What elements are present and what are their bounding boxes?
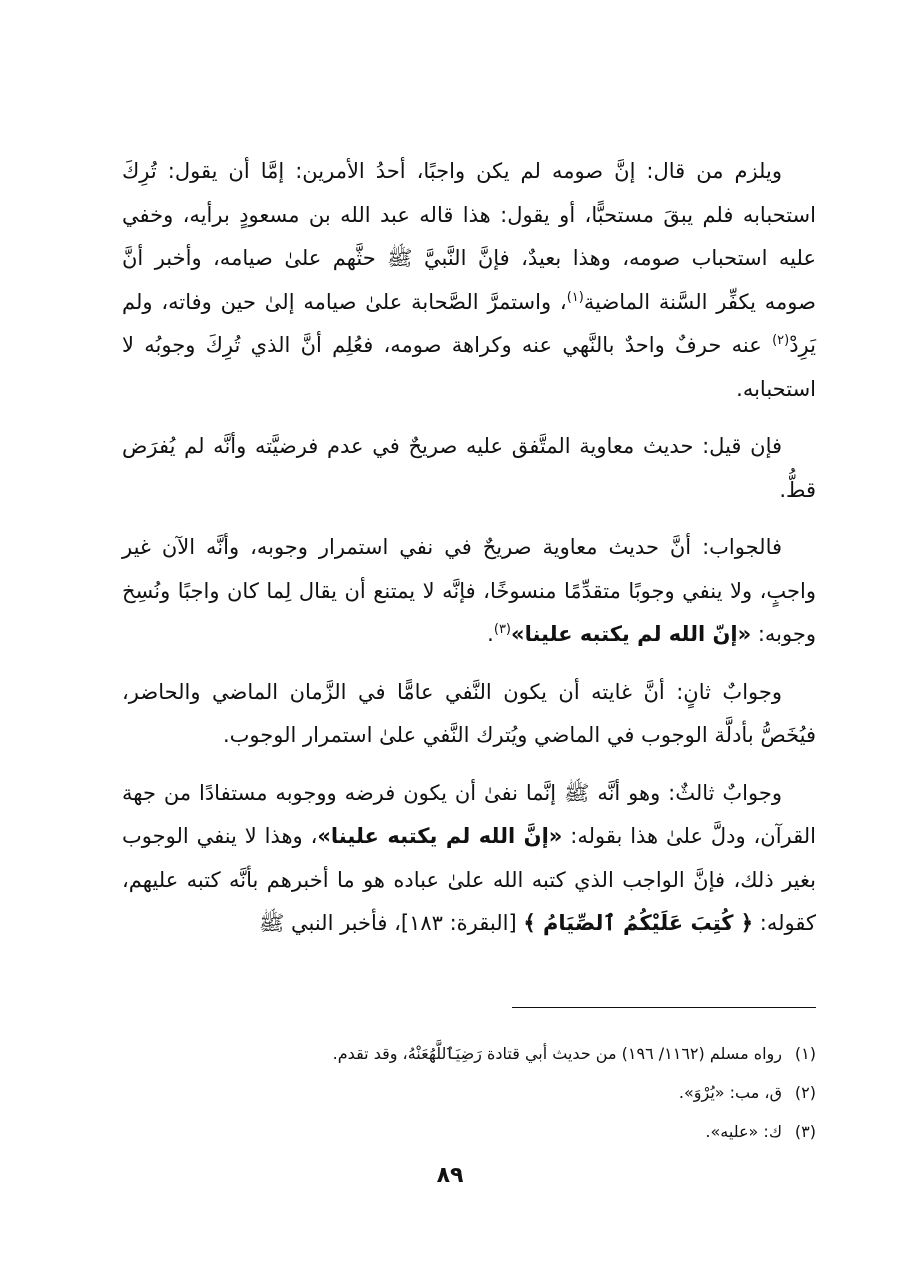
- paragraph-1-text-c: عنه حرفٌ واحدٌ بالنَّهي عنه وكراهة صومه، فعُلِم أنَّ الذي تُرِكَ وجوبُه لا استحبابه.: [122, 333, 816, 401]
- quran-verse: ﴿ كُتِبَ عَلَيْكُمُ ٱلصِّيَامُ ﴾: [523, 911, 754, 935]
- paragraph-4: وجوابٌ ثانٍ: أنَّ غايته أن يكون النَّفي عامًّا في الزَّمان الماضي والحاضر، فيُخَصُّ بأدلَّة الوجوب في الماضي ويُترك النَّفي علىٰ استمرار الوجوب.: [122, 679, 816, 747]
- paragraph-5-text-b: ، وهذا لا ينفي الوجوب بغير ذلك، فإنَّ الواجب الذي كتبه الله علىٰ عباده هو ما أخبرهم بأنَّه كتبه عليهم، كقوله:: [122, 824, 816, 935]
- footnote-number: (٢): [794, 1083, 816, 1102]
- hadith-quote: «إنّ الله لم يكتبه علينا»: [511, 622, 752, 646]
- paragraph-1-text-b: ، واستمرَّ الصَّحابة علىٰ صيامه إلىٰ حين وفاته، ولم يَرِدْ: [122, 289, 816, 357]
- paragraph-3-text-a: فالجواب: أنَّ حديث معاوية صريحٌ في نفي استمرار وجوبه، وأنَّه الآن غير واجبٍ، ولا ينفي وجوبًا متقدِّمًا منسوخًا، فإنَّه لا يمتنع أن يقال لِما كان واجبًا ونُسِخ وجوبه:: [122, 535, 816, 646]
- footnote-ref-3: (٣): [493, 622, 511, 637]
- paragraph-3-text-b: .: [487, 622, 494, 646]
- paragraph-3: [122, 526, 816, 657]
- footnote-divider: [512, 1007, 816, 1008]
- hadith-quote: «إنَّ الله لم يكتبه علينا»: [317, 824, 563, 848]
- footnote-text: رواه مسلم (١١٦٢/ ١٩٦) من حديث أبي قتادة رَضِيَٱللَّهُعَنْهُ، وقد تقدم.: [332, 1044, 782, 1063]
- paragraph-1-text-a: ويلزم من قال: إنَّ صومه لم يكن واجبًا، أحدُ الأمرين: إمَّا أن يقول: تُرِكَ استحبابه فلم يبقَ مستحبًّا، أو يقول: هذا قاله عبد الله بن مسعودٍ برأيه، وخفي عليه استحباب صومه، وهذا بعيدٌ، فإنَّ النَّبيَّ ﷺ حثَّهم علىٰ صيامه، وأخبر أنَّ صومه يكفِّر السَّنة الماضية: [122, 159, 816, 314]
- paragraph-2: فإن قيل: حديث معاوية المتَّفق عليه صريحٌ في عدم فرضيَّته وأنَّه لم يُفرَض قطُّ.: [122, 434, 816, 502]
- footnote-number: (١): [794, 1044, 816, 1063]
- footnote-2: [200, 1073, 816, 1112]
- footnote-1: [200, 1034, 816, 1073]
- paragraph-5-text-c: [البقرة: ١٨٣]، فأخبر النبي ﷺ: [258, 911, 524, 935]
- footnote-number: (٣): [794, 1122, 816, 1141]
- footnote-ref-1: (١): [566, 289, 584, 305]
- footnote-3: [200, 1112, 816, 1151]
- footnote-text: ك: «عليه».: [705, 1122, 782, 1141]
- paragraph-5: [122, 772, 816, 946]
- main-text: [122, 150, 816, 960]
- page-number: ٨٩: [436, 1163, 464, 1188]
- footnote-text: ق، مب: «يُرْوَ».: [678, 1083, 782, 1102]
- footnotes: [200, 1034, 816, 1151]
- paragraph-5-text-a: وجوابٌ ثالثٌ: وهو أنَّه ﷺ إنَّما نفىٰ أن يكون فرضه ووجوبه مستفادًا من جهة القرآن، ودلَّ علىٰ هذا بقوله:: [122, 780, 816, 848]
- footnote-ref-2: (٢): [772, 333, 790, 348]
- paragraph-1: [122, 150, 816, 411]
